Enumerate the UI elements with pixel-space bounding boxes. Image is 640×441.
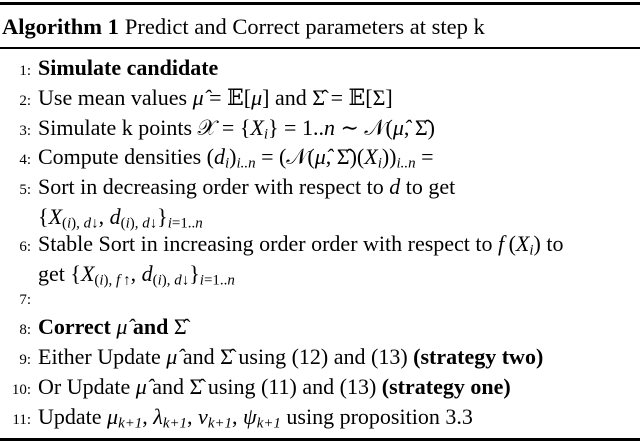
line-content: Stable Sort in increasing order order with respect to f $(X_i)$ to xyxy=(38,230,564,259)
algorithm-title: Predict and Correct parameters at step k xyxy=(124,14,485,39)
algorithm-line xyxy=(0,314,640,344)
algorithm-line xyxy=(0,287,640,314)
line-number: 5: xyxy=(19,182,31,199)
algorithm-line xyxy=(0,144,640,174)
algorithm-line xyxy=(0,404,640,434)
algorithm-line xyxy=(0,115,640,145)
line-content: {$X_{(i), d↓}$, $d_{(i), d↓}\}_{i=1..n}$ xyxy=(38,203,203,232)
line-content: Simulate candidate xyxy=(38,55,219,80)
line-number: 1: xyxy=(19,63,31,79)
line-content: Update $\mu_{k+1}$, $\lambda_{k+1}$, $v_{k+1}$, $\psi_{k+1}$ using proposition 3.3 xyxy=(38,403,473,432)
line-number: 10: xyxy=(11,381,31,398)
line-number: 11: xyxy=(12,411,31,428)
algorithm-line xyxy=(0,174,640,204)
algorithm-line xyxy=(0,261,640,288)
algorithm-header xyxy=(0,5,640,47)
line-content: Sort in decreasing order with respect to d to get xyxy=(38,174,456,200)
algorithm-line xyxy=(0,204,640,231)
line-number: 6: xyxy=(19,238,31,255)
line-number: 8: xyxy=(19,322,31,339)
line-content: Either Update μ̂ and Σ̂ using (12) and (13) (strategy two) xyxy=(38,343,544,369)
line-number: 9: xyxy=(19,351,31,368)
algorithm-line xyxy=(0,85,640,115)
algorithm-line xyxy=(0,231,640,261)
line-number: 4: xyxy=(19,152,31,169)
line-content: Compute densities $(d_i)_{i..n}$ = (𝒩(μ̂, $\Sigmâ)(X_i))_{i..n}$ = xyxy=(38,144,434,173)
line-content: Correct μ̂ and Σ̂ xyxy=(38,314,187,340)
algorithm-line xyxy=(0,344,640,374)
line-content: Simulate k points 𝒳 = $\{X_i\} = 1..n$ ∼ 𝒩(μ̂, Σ̂) xyxy=(38,114,435,143)
algorithm-body xyxy=(0,49,640,438)
line-number: 3: xyxy=(19,122,31,139)
line-content: get {$X_{(i), f ↑}$, $d_{(i), d↓}\}_{i=1..n}$ xyxy=(38,260,235,289)
line-content: Use mean values μ̂ = 𝔼[μ] and Σ̂ = 𝔼[Σ] xyxy=(38,84,393,110)
line-number: 2: xyxy=(19,92,31,109)
algorithm-line xyxy=(0,374,640,404)
line-number: 7: xyxy=(19,292,31,309)
algorithm-number-label: Algorithm 1 xyxy=(2,14,119,39)
algorithm-line xyxy=(0,55,640,85)
line-content: Or Update μ̂ and Σ̂ using (11) and (13) (strategy one) xyxy=(38,373,511,399)
